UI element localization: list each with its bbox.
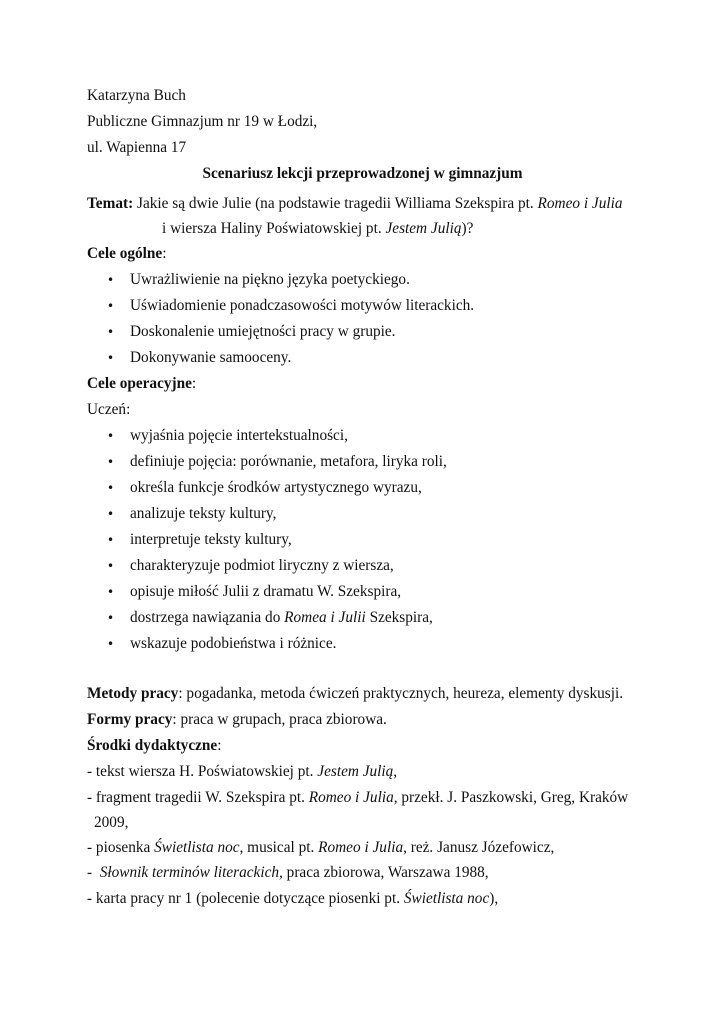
methods-label: Metody pracy xyxy=(87,685,179,702)
bullet-icon: • xyxy=(107,325,115,339)
operational-goal-item: opisuje miłość Julii z dramatu W. Szekspira, xyxy=(130,583,402,600)
operational-goal-item xyxy=(130,608,433,628)
general-goal-item: Dokonywanie samooceny. xyxy=(130,349,292,366)
operational-goal-item: wskazuje podobieństwa i różnice. xyxy=(130,635,337,652)
general-goals-colon: : xyxy=(162,245,167,262)
forms-text: : praca w grupach, praca zbiorowa. xyxy=(172,711,387,728)
school-address: ul. Wapienna 17 xyxy=(87,139,187,156)
bullet-icon: • xyxy=(107,559,115,573)
aid-text-end: praca zbiorowa, Warszawa 1988, xyxy=(282,864,489,881)
bullet-icon: • xyxy=(107,533,115,547)
bullet-icon: • xyxy=(107,299,115,313)
goal-text: dostrzega nawiązania do xyxy=(130,609,285,626)
bullet-icon: • xyxy=(107,429,115,443)
teaching-aid-continuation: 2009, xyxy=(94,814,129,831)
author-name: Katarzyna Buch xyxy=(87,87,186,104)
aid-text: - karta pracy nr 1 (polecenie dotyczące piosenki pt. xyxy=(87,890,404,907)
bullet-icon: • xyxy=(107,351,115,365)
teaching-aids-colon: : xyxy=(217,737,222,754)
bullet-icon: • xyxy=(107,611,115,625)
document-title: Scenariusz lekcji przeprowadzonej w gimnazjum xyxy=(202,165,523,182)
general-goals-label: Cele ogólne xyxy=(87,245,163,262)
teaching-aid-item xyxy=(87,762,397,782)
operational-goal-item: określa funkcje środków artystycznego wyrazu, xyxy=(130,479,422,496)
aid-text-mid: , musical pt. xyxy=(239,839,319,856)
teaching-aid-item xyxy=(87,863,489,883)
operational-goals-intro: Uczeń: xyxy=(87,401,131,418)
teaching-aids-label: Środki dydaktyczne xyxy=(87,737,218,754)
teaching-aid-item xyxy=(87,788,628,808)
general-goal-item: Uwrażliwienie na piękno języka poetyckiego. xyxy=(130,271,410,288)
general-goal-item: Doskonalenie umiejętności pracy w grupie. xyxy=(130,323,396,340)
operational-goal-item: analizuje teksty kultury, xyxy=(130,505,277,522)
topic-label: Temat: xyxy=(87,195,134,212)
operational-goal-item: interpretuje teksty kultury, xyxy=(130,531,292,548)
goal-text-end: Szekspira, xyxy=(365,609,433,626)
teaching-aid-item xyxy=(87,838,554,858)
topic-line-1 xyxy=(87,194,623,214)
bullet-icon: • xyxy=(107,481,115,495)
school-name: Publiczne Gimnazjum nr 19 w Łodzi, xyxy=(87,113,318,130)
aid-text: - xyxy=(87,864,100,881)
aid-italic: Świetlista noc xyxy=(403,890,490,907)
methods-line xyxy=(87,684,623,704)
operational-goal-item: charakteryzuje podmiot liryczny z wiersza, xyxy=(130,557,394,574)
operational-goals-label: Cele operacyjne xyxy=(87,375,192,392)
bullet-icon: • xyxy=(107,507,115,521)
operational-goal-item: definiuje pojęcia: porównanie, metafora, liryka roli, xyxy=(130,453,447,470)
aid-text: - tekst wiersza H. Poświatowskiej pt. xyxy=(87,763,318,780)
operational-goals-heading xyxy=(87,374,196,394)
aid-text: - piosenka xyxy=(87,839,155,856)
topic-text-1: Jakie są dwie Julie (na podstawie tragedii Williama Szekspira pt. xyxy=(133,195,538,212)
aid-text: - fragment tragedii W. Szekspira pt. xyxy=(87,789,309,806)
general-goal-item: Uświadomienie ponadczasowości motywów literackich. xyxy=(130,297,475,314)
operational-goal-item: wyjaśnia pojęcie intertekstualności, xyxy=(130,427,348,444)
aid-italic: Jestem Julią, xyxy=(317,763,398,780)
methods-text: : pogadanka, metoda ćwiczeń praktycznych, heureza, elementy dyskusji. xyxy=(178,685,624,702)
aid-italic: Romeo i Julia xyxy=(318,839,404,856)
bullet-icon: • xyxy=(107,637,115,651)
topic-text-2-end: )? xyxy=(461,220,474,237)
topic-italic-1: Romeo i Julia xyxy=(537,195,623,212)
bullet-icon: • xyxy=(107,455,115,469)
topic-line-2 xyxy=(162,219,473,239)
bullet-icon: • xyxy=(107,273,115,287)
operational-goals-colon: : xyxy=(191,375,197,392)
goal-italic: Romea i Julii xyxy=(284,609,366,626)
forms-label: Formy pracy xyxy=(87,711,173,728)
bullet-icon: • xyxy=(107,585,115,599)
forms-line xyxy=(87,710,387,730)
topic-italic-2: Jestem Julią xyxy=(385,220,462,237)
aid-text-end: przekł. J. Paszkowski, Greg, Kraków xyxy=(397,789,629,806)
aid-italic: Słownik terminów literackich, xyxy=(99,864,283,881)
aid-text-end: ), xyxy=(489,890,499,907)
topic-text-2: i wiersza Haliny Poświatowskiej pt. xyxy=(162,220,386,237)
aid-text-end: , reż. Janusz Józefowicz, xyxy=(403,839,555,856)
general-goals-heading xyxy=(87,244,166,264)
aid-italic: Świetlista noc xyxy=(154,839,240,856)
teaching-aids-heading xyxy=(87,736,221,756)
teaching-aid-item xyxy=(87,889,498,909)
aid-italic: Romeo i Julia, xyxy=(308,789,398,806)
